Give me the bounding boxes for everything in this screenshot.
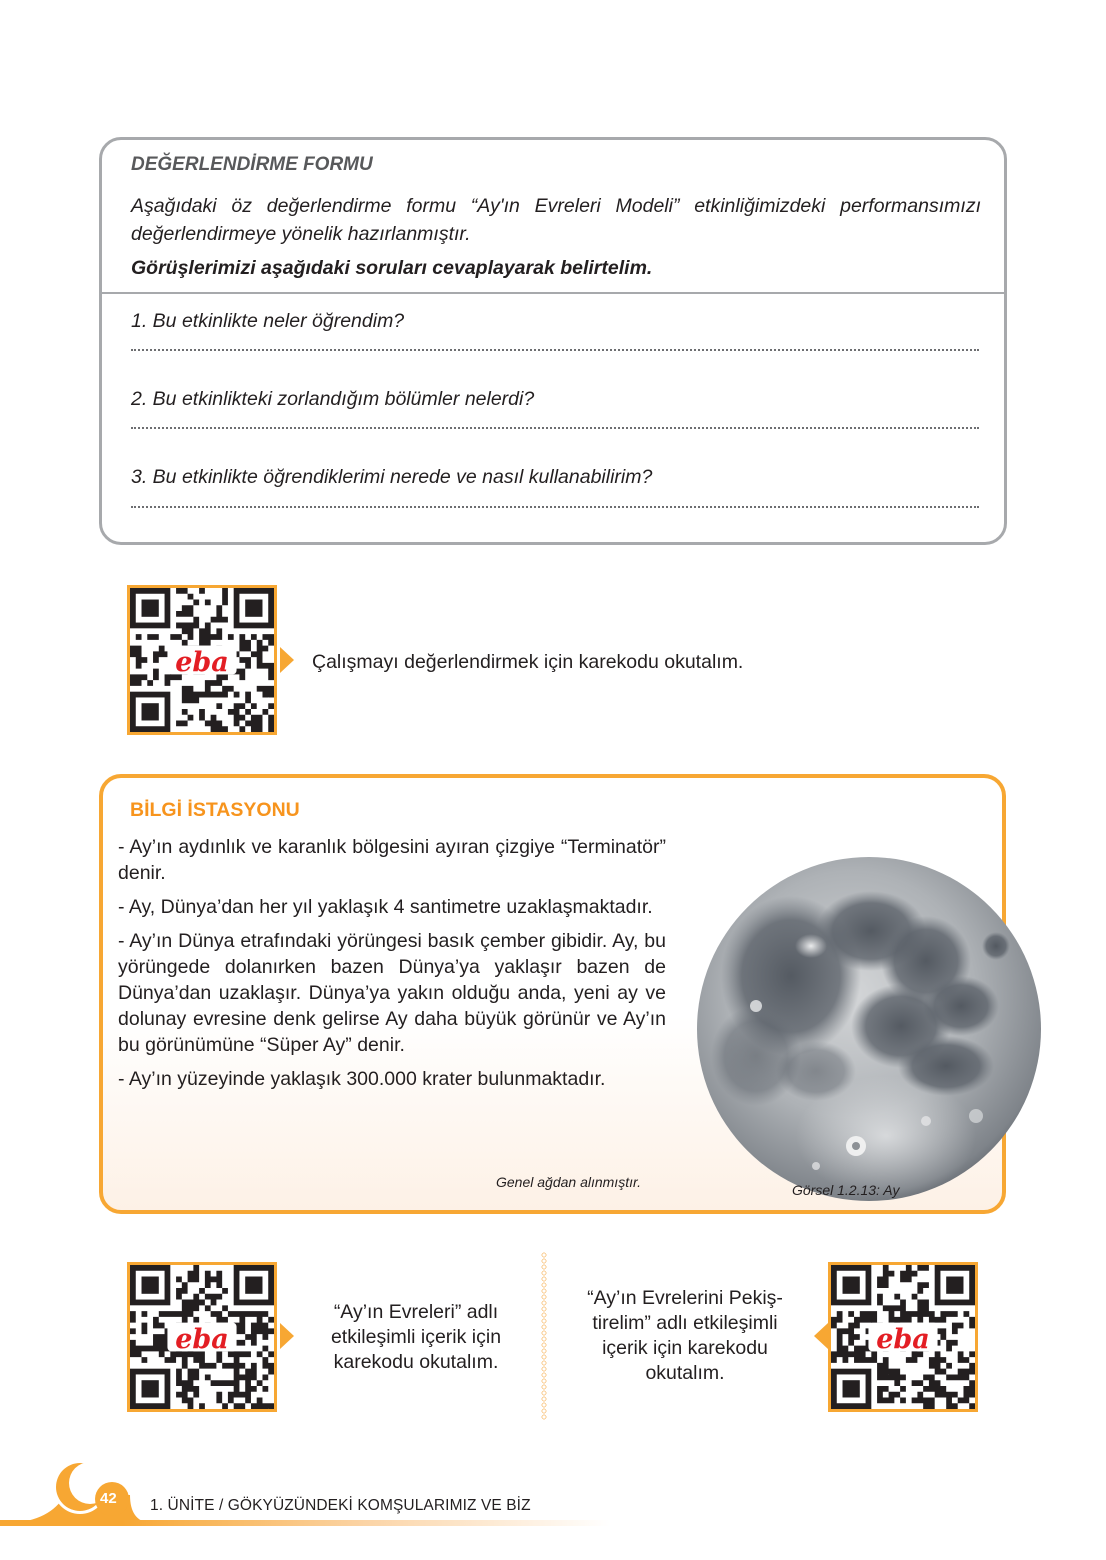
qr-pattern	[130, 588, 274, 732]
caption-line: içerik için karekodu	[602, 1337, 768, 1359]
pointer-arrow-icon	[280, 1323, 294, 1349]
footer-line	[0, 1520, 610, 1526]
info-paragraph: - Ay’ın yüzeyinde yaklaşık 300.000 krater bulunmaktadır.	[118, 1068, 606, 1090]
dotted-separator	[541, 1252, 547, 1420]
qr-code-evaluation[interactable]	[127, 585, 277, 735]
caption-line: “Ay’ın Evrelerini Pekiş-	[587, 1287, 783, 1309]
qr-caption-moon-phases	[296, 1300, 536, 1375]
caption-line: tirelim” adlı etkileşimli	[592, 1312, 778, 1334]
evaluation-form-title: DEĞERLENDİRME FORMU	[131, 154, 373, 175]
info-station-text	[118, 834, 666, 1100]
page-number: 42	[100, 1490, 117, 1507]
moon-image-caption: Görsel 1.2.13: Ay	[792, 1182, 900, 1198]
answer-line-2[interactable]	[131, 427, 979, 429]
info-paragraph: - Ay’ın Dünya etrafındaki yörüngesi basık çember gibidir. Ay, bu yörüngede dolanırken bazen Dünya’ya yaklaşır bazen de Dünya’dan uzaklaşır. Dünya’ya yakın olduğu anda, yeni ay ve dolunay evresine denk gelirse Ay daha büyük görünür ve Ay’ın bu görünümüne “Süper Ay” denir.	[118, 930, 666, 1056]
info-paragraph: - Ay’ın aydınlık ve karanlık bölgesini ayıran çizgiye “Terminatör” denir.	[118, 836, 666, 884]
pointer-arrow-icon	[814, 1323, 828, 1349]
answer-line-1[interactable]	[131, 349, 979, 351]
answer-line-3[interactable]	[131, 506, 979, 508]
question-3: 3. Bu etkinlikte öğrendiklerimi nerede ve nasıl kullanabilirim?	[131, 466, 653, 488]
qr-caption-moon-phases-practice	[560, 1286, 810, 1386]
qr-pattern	[831, 1265, 975, 1409]
qr-code-moon-phases-practice[interactable]	[828, 1262, 978, 1412]
evaluation-form-instruction: Görüşlerimizi aşağıdaki soruları cevaplayarak belirtelim.	[131, 257, 653, 279]
caption-line: okutalım.	[645, 1362, 725, 1384]
caption-line: etkileşimli içerik için	[330, 1326, 502, 1348]
evaluation-form-intro: Aşağıdaki öz değerlendirme formu “Ay'ın Evreleri Modeli” etkinliğimizdeki performansımızı değerlendirmeye yönelik hazırlanmıştır.	[131, 195, 981, 245]
question-2: 2. Bu etkinlikteki zorlandığım bölümler nelerdi?	[131, 388, 535, 410]
eba-logo-text: eba	[876, 1323, 930, 1355]
info-station-title: BİLGİ İSTASYONU	[130, 799, 300, 821]
qr-caption-evaluation: Çalışmayı değerlendirmek için karekodu okutalım.	[312, 651, 744, 673]
qr-pattern	[130, 1265, 274, 1409]
info-station	[99, 774, 1006, 1214]
info-paragraph: - Ay, Dünya’dan her yıl yaklaşık 4 santimetre uzaklaşmaktadır.	[118, 896, 653, 918]
eba-logo-text: eba	[175, 646, 229, 678]
qr-code-moon-phases[interactable]	[127, 1262, 277, 1412]
source-note: Genel ağdan alınmıştır.	[496, 1174, 642, 1190]
eba-logo-text: eba	[175, 1323, 229, 1355]
pointer-arrow-icon	[280, 647, 294, 673]
caption-line: karekodu okutalım.	[333, 1351, 499, 1373]
question-1: 1. Bu etkinlikte neler öğrendim?	[131, 310, 405, 332]
unit-title: 1. ÜNİTE / GÖKYÜZÜNDEKİ KOMŞULARIMIZ VE BİZ	[150, 1497, 531, 1514]
moon-image	[696, 856, 1042, 1202]
evaluation-form	[99, 137, 1007, 545]
divider	[102, 292, 1004, 294]
caption-line: “Ay’ın Evreleri” adlı	[333, 1301, 499, 1323]
crescent-moon-logo-icon	[10, 1455, 150, 1530]
